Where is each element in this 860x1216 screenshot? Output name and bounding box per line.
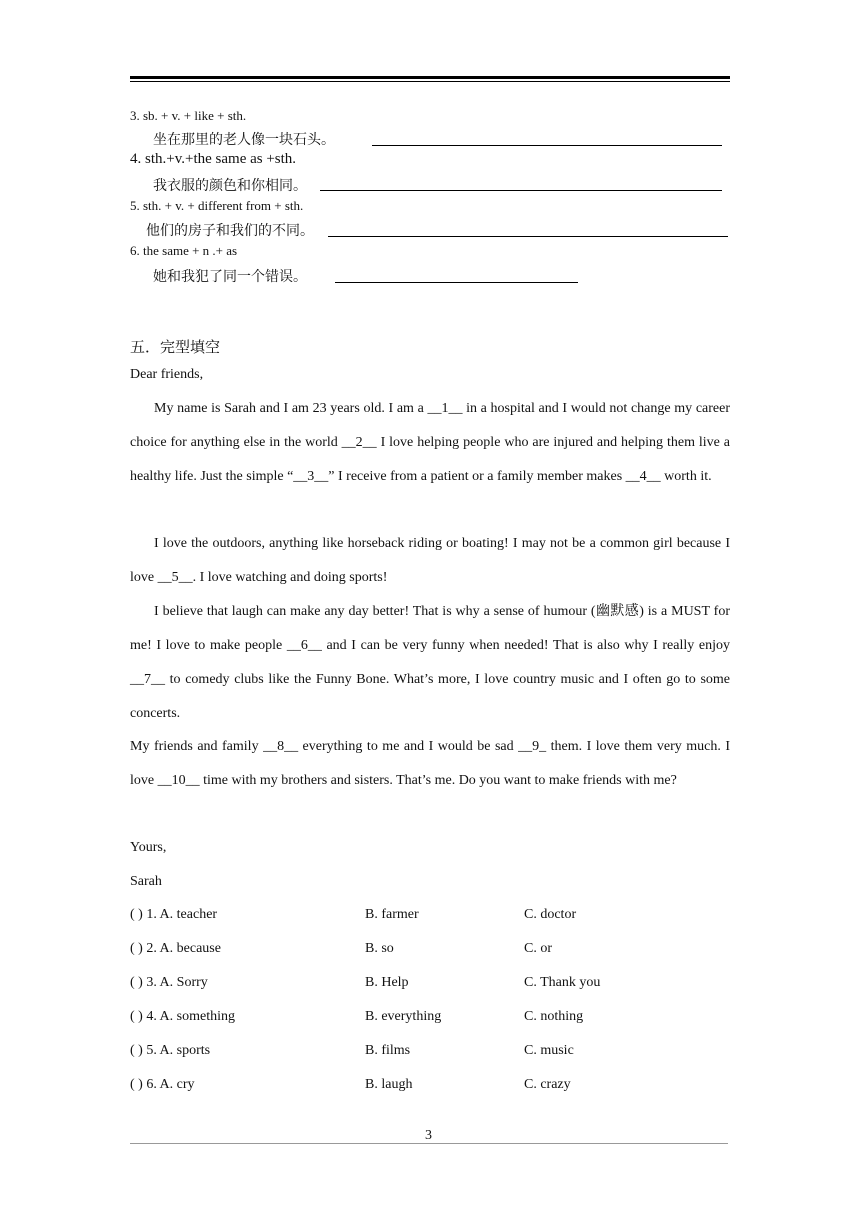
option-c[interactable]: C. or <box>524 941 552 956</box>
letter-signature: Sarah <box>130 874 162 889</box>
letter-paragraph-1: My name is Sarah and I am 23 years old. I am a __1__ in a hospital and I would not change my career choice for anything else in the world __2__ I love helping people who are injured and helping them live a healthy life. Just the simple “__3__” I receive from a patient or a family member makes __4__ worth it. <box>130 401 730 484</box>
option-row-1 <box>130 907 730 927</box>
letter-greeting: Dear friends, <box>130 367 204 382</box>
option-a[interactable]: ( ) 6. A. cry <box>130 1077 195 1092</box>
option-row-4 <box>130 1009 730 1029</box>
letter-closing: Yours, <box>130 840 167 855</box>
letter-paragraph-3: I believe that laugh can make any day better! That is why a sense of humour (幽默感) is a MUST for me! I love to make people __6__ and I can be very funny when needed! That is also why I really enjoy __7__ to comedy clubs like the Funny Bone. What’s more, I love country music and I often go to some concerts. <box>130 604 730 721</box>
sentence-pattern-4: 4. sth.+v.+the same as +sth. <box>130 151 297 167</box>
letter-paragraph-2: I love the outdoors, anything like horseback riding or boating! I may not be a common girl because I love __5__. I love watching and doing sports! <box>130 536 730 585</box>
sentence-pattern-5: 5. sth. + v. + different from + sth. <box>130 198 304 213</box>
option-row-5 <box>130 1043 730 1063</box>
answer-blank-6[interactable] <box>335 268 578 283</box>
option-c[interactable]: C. Thank you <box>524 975 601 990</box>
option-b[interactable]: B. films <box>365 1043 411 1058</box>
option-c[interactable]: C. music <box>524 1043 574 1058</box>
option-a[interactable]: ( ) 2. A. because <box>130 941 221 956</box>
option-a[interactable]: ( ) 3. A. Sorry <box>130 975 208 990</box>
option-row-2 <box>130 941 730 961</box>
option-c[interactable]: C. nothing <box>524 1009 584 1024</box>
letter-paragraph-4: My friends and family __8__ everything to me and I would be sad __9_ them. I love them very much. I love __10__ time with my brothers and sisters. That’s me. Do you want to make friends with me? <box>130 739 730 788</box>
sentence-pattern-6: 6. the same + n .+ as <box>130 243 238 258</box>
sentence-prompt-3: 坐在那里的老人像一块石头。 <box>153 133 335 148</box>
answer-blank-3[interactable] <box>372 131 722 146</box>
answer-blank-4[interactable] <box>320 176 722 191</box>
option-b[interactable]: B. everything <box>365 1009 442 1024</box>
option-c[interactable]: C. crazy <box>524 1077 571 1092</box>
option-b[interactable]: B. so <box>365 941 394 956</box>
option-b[interactable]: B. laugh <box>365 1077 413 1092</box>
option-row-6 <box>130 1077 730 1097</box>
section-title: 五．完型填空 <box>130 340 221 356</box>
option-a[interactable]: ( ) 1. A. teacher <box>130 907 218 922</box>
option-b[interactable]: B. Help <box>365 975 409 990</box>
page-number: 3 <box>425 1128 432 1143</box>
sentence-prompt-5: 他们的房子和我们的不同。 <box>146 224 314 239</box>
option-a[interactable]: ( ) 5. A. sports <box>130 1043 211 1058</box>
option-a[interactable]: ( ) 4. A. something <box>130 1009 235 1024</box>
sentence-prompt-6: 她和我犯了同一个错误。 <box>153 270 307 285</box>
header-rule-thin <box>130 81 730 82</box>
answer-blank-5[interactable] <box>328 222 728 237</box>
option-b[interactable]: B. farmer <box>365 907 419 922</box>
sentence-prompt-4: 我衣服的颜色和你相同。 <box>153 179 307 194</box>
option-row-3 <box>130 975 730 995</box>
header-rule-thick <box>130 76 730 79</box>
sentence-pattern-3: 3. sb. + v. + like + sth. <box>130 108 247 123</box>
option-c[interactable]: C. doctor <box>524 907 577 922</box>
